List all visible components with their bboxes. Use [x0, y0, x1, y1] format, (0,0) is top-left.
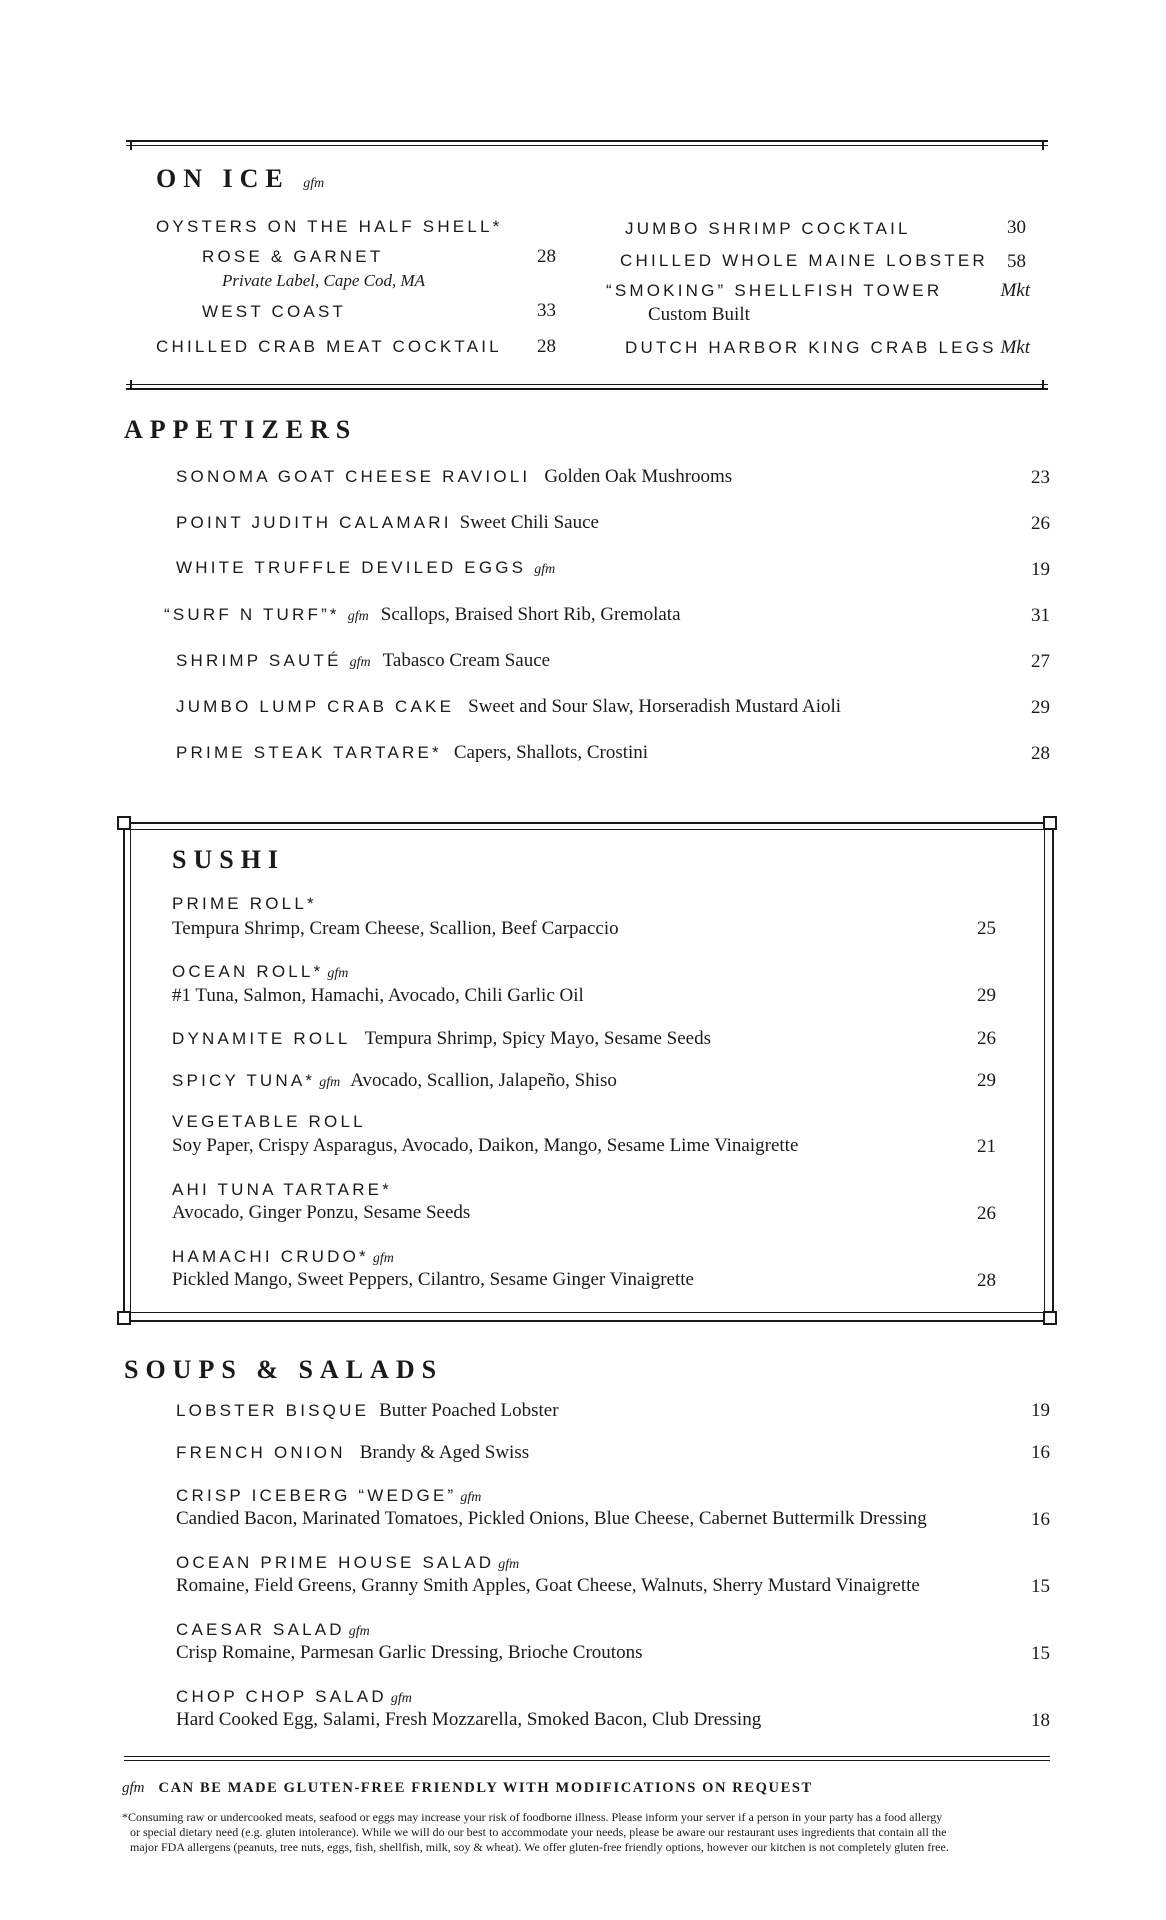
gfm-icon: gfm — [327, 966, 349, 981]
sushi-name: DYNAMITE ROLL — [172, 1029, 351, 1048]
appetizer-item — [176, 742, 648, 764]
sushi-item-heading — [172, 1028, 711, 1050]
soup-desc: Butter Poached Lobster — [379, 1400, 559, 1421]
sushi-name: SPICY TUNA* — [172, 1071, 316, 1090]
gfm-icon: gfm — [347, 609, 369, 624]
rose-garnet-name: ROSE & GARNET — [202, 247, 384, 266]
salad-price: 15 — [1031, 1576, 1050, 1597]
shellfish-tower-price: Mkt — [1000, 280, 1030, 301]
maine-lobster-name: CHILLED WHOLE MAINE LOBSTER — [620, 251, 988, 270]
salad-item-heading — [176, 1687, 412, 1707]
rose-garnet-note: Private Label, Cape Cod, MA — [222, 271, 426, 290]
maine-lobster-price: 58 — [1007, 251, 1026, 272]
shellfish-tower-name: “SMOKING” SHELLFISH TOWER — [606, 281, 943, 300]
appetizer-item — [176, 650, 550, 672]
footer-rule — [124, 1756, 1050, 1757]
on-ice-bottom-left-tick — [130, 380, 132, 390]
disclaimer-line-2: or special dietary need (e.g. gluten intolerance). While we will do our best to accommodate your needs, please be aware our restaurant uses ingredients that contain all the — [130, 1825, 947, 1839]
sushi-desc: Pickled Mango, Sweet Peppers, Cilantro, Sesame Ginger Vinaigrette — [172, 1269, 694, 1290]
gfm-icon: gfm — [349, 655, 371, 670]
sushi-frame-corner-br — [1043, 1311, 1057, 1325]
sushi-desc: Tempura Shrimp, Cream Cheese, Scallion, Beef Carpaccio — [172, 918, 619, 939]
sushi-name: AHI TUNA TARTARE* — [172, 1180, 393, 1199]
crab-cocktail-price: 28 — [537, 336, 556, 357]
king-crab-price: Mkt — [1000, 337, 1030, 358]
appetizer-name: SHRIMP SAUTÉ — [176, 651, 342, 670]
salad-price: 15 — [1031, 1643, 1050, 1664]
sushi-frame-corner-tl — [117, 816, 131, 830]
salad-price: 16 — [1031, 1509, 1050, 1530]
appetizer-price: 31 — [1031, 605, 1050, 626]
appetizer-name: SONOMA GOAT CHEESE RAVIOLI — [176, 467, 531, 486]
appetizer-price: 23 — [1031, 467, 1050, 488]
on-ice-heading — [156, 164, 324, 194]
on-ice-top-left-tick — [130, 140, 132, 150]
salad-item-heading — [176, 1486, 481, 1506]
rose-garnet-price: 28 — [537, 246, 556, 267]
salad-item-heading — [176, 1553, 519, 1573]
shellfish-tower-note: Custom Built — [648, 304, 750, 325]
gfm-icon: gfm — [498, 1557, 520, 1572]
west-coast-price: 33 — [537, 300, 556, 321]
soup-item — [176, 1442, 529, 1464]
salad-price: 18 — [1031, 1710, 1050, 1731]
gfm-icon: gfm — [460, 1490, 482, 1505]
gfm-icon: gfm — [534, 562, 556, 577]
on-ice-bottom-right-tick — [1042, 380, 1044, 390]
soup-price: 19 — [1031, 1400, 1050, 1421]
appetizer-item — [176, 466, 732, 488]
appetizer-price: 29 — [1031, 697, 1050, 718]
on-ice-top-rule — [126, 140, 1048, 142]
soup-name: LOBSTER BISQUE — [176, 1401, 370, 1420]
appetizer-name: PRIME STEAK TARTARE* — [176, 743, 442, 762]
salad-desc: Crisp Romaine, Parmesan Garlic Dressing, Brioche Croutons — [176, 1642, 643, 1663]
sushi-item-heading — [172, 1247, 394, 1267]
appetizer-item — [164, 604, 681, 626]
sushi-price: 29 — [977, 1070, 996, 1091]
allergy-disclaimer — [122, 1810, 1052, 1855]
sushi-price: 26 — [977, 1028, 996, 1049]
gfm-icon: gfm — [348, 1624, 370, 1639]
on-ice-top-right-tick — [1042, 140, 1044, 150]
footer-rule-2 — [124, 1760, 1050, 1761]
appetizer-desc: Capers, Shallots, Crostini — [453, 742, 649, 763]
sushi-price: 26 — [977, 1203, 996, 1224]
appetizer-item — [176, 696, 841, 718]
sushi-desc: Tempura Shrimp, Spicy Mayo, Sesame Seeds — [364, 1028, 712, 1049]
sushi-name: VEGETABLE ROLL — [172, 1112, 366, 1131]
on-ice-bottom-rule — [126, 388, 1048, 390]
soup-price: 16 — [1031, 1442, 1050, 1463]
disclaimer-line-3: major FDA allergens (peanuts, tree nuts, eggs, fish, shellfish, milk, soy & wheat). We offer gluten-free friendly options, however our kitchen is not completely gluten free. — [130, 1840, 949, 1854]
appetizers-heading: APPETIZERS — [124, 415, 358, 444]
sushi-frame-corner-bl — [117, 1311, 131, 1325]
sushi-price: 28 — [977, 1270, 996, 1291]
salad-desc: Romaine, Field Greens, Granny Smith Apples, Goat Cheese, Walnuts, Sherry Mustard Vinaigrette — [176, 1575, 920, 1596]
salad-desc: Hard Cooked Egg, Salami, Fresh Mozzarella, Smoked Bacon, Club Dressing — [176, 1709, 762, 1730]
appetizer-name: WHITE TRUFFLE DEVILED EGGS — [176, 558, 527, 577]
salad-item-heading — [176, 1620, 370, 1640]
gfm-icon: gfm — [122, 1780, 145, 1796]
gfm-icon: gfm — [372, 1251, 394, 1266]
sushi-price: 21 — [977, 1136, 996, 1157]
sushi-desc: Avocado, Ginger Ponzu, Sesame Seeds — [172, 1202, 471, 1223]
soup-name: FRENCH ONION — [176, 1443, 346, 1462]
gluten-free-note — [122, 1779, 813, 1797]
sushi-name: PRIME ROLL* — [172, 894, 317, 913]
sushi-price: 29 — [977, 985, 996, 1006]
gfm-icon: gfm — [319, 1075, 341, 1090]
on-ice-title: ON ICE — [156, 164, 290, 193]
appetizer-name: JUMBO LUMP CRAB CAKE — [176, 697, 455, 716]
appetizer-price: 27 — [1031, 651, 1050, 672]
sushi-desc: Avocado, Scallion, Jalapeño, Shiso — [350, 1070, 617, 1091]
oysters-label: OYSTERS ON THE HALF SHELL* — [156, 217, 503, 236]
soup-item — [176, 1400, 559, 1422]
appetizer-item — [176, 558, 555, 578]
disclaimer-line-1: *Consuming raw or undercooked meats, seafood or eggs may increase your risk of foodborne illness. Please inform your server if a person in your party has a food allergy — [122, 1810, 943, 1824]
salad-name: CRISP ICEBERG “WEDGE” — [176, 1486, 457, 1505]
appetizer-name: POINT JUDITH CALAMARI — [176, 513, 452, 532]
gfm-icon: gfm — [303, 176, 325, 191]
appetizer-desc: Tabasco Cream Sauce — [382, 650, 551, 671]
west-coast-name: WEST COAST — [202, 302, 347, 321]
appetizer-price: 19 — [1031, 559, 1050, 580]
salad-desc: Candied Bacon, Marinated Tomatoes, Pickled Onions, Blue Cheese, Cabernet Buttermilk Dressing — [176, 1508, 927, 1529]
sushi-desc: #1 Tuna, Salmon, Hamachi, Avocado, Chili Garlic Oil — [172, 985, 584, 1006]
gfm-icon: gfm — [390, 1691, 412, 1706]
shrimp-cocktail-name: JUMBO SHRIMP COCKTAIL — [625, 219, 911, 238]
sushi-name: OCEAN ROLL* — [172, 962, 324, 981]
sushi-item-heading — [172, 962, 348, 982]
appetizer-desc: Golden Oak Mushrooms — [544, 466, 733, 487]
appetizer-price: 26 — [1031, 513, 1050, 534]
salad-name: OCEAN PRIME HOUSE SALAD — [176, 1553, 495, 1572]
gluten-free-text: CAN BE MADE GLUTEN-FREE FRIENDLY WITH MODIFICATIONS ON REQUEST — [158, 1780, 813, 1796]
sushi-item-heading — [172, 1070, 617, 1092]
appetizer-desc: Sweet Chili Sauce — [459, 512, 599, 533]
king-crab-name: DUTCH HARBOR KING CRAB LEGS — [625, 338, 997, 357]
sushi-heading: SUSHI — [172, 845, 286, 874]
on-ice-bottom-rule-thin — [126, 384, 1048, 385]
appetizer-price: 28 — [1031, 743, 1050, 764]
soup-desc: Brandy & Aged Swiss — [359, 1442, 530, 1463]
sushi-name: HAMACHI CRUDO* — [172, 1247, 369, 1266]
crab-cocktail-name: CHILLED CRAB MEAT COCKTAIL — [156, 337, 502, 356]
on-ice-top-rule-thin — [126, 145, 1048, 146]
salad-name: CAESAR SALAD — [176, 1620, 345, 1639]
appetizer-desc: Scallops, Braised Short Rib, Gremolata — [380, 604, 681, 625]
appetizer-name: “SURF N TURF”* — [164, 605, 340, 624]
sushi-desc: Soy Paper, Crispy Asparagus, Avocado, Daikon, Mango, Sesame Lime Vinaigrette — [172, 1135, 799, 1156]
appetizer-desc: Sweet and Sour Slaw, Horseradish Mustard Aioli — [468, 696, 842, 717]
appetizer-item — [176, 512, 599, 534]
salad-name: CHOP CHOP SALAD — [176, 1687, 387, 1706]
sushi-frame-corner-tr — [1043, 816, 1057, 830]
soups-salads-heading: SOUPS & SALADS — [124, 1355, 444, 1384]
shrimp-cocktail-price: 30 — [1007, 217, 1026, 238]
sushi-price: 25 — [977, 918, 996, 939]
